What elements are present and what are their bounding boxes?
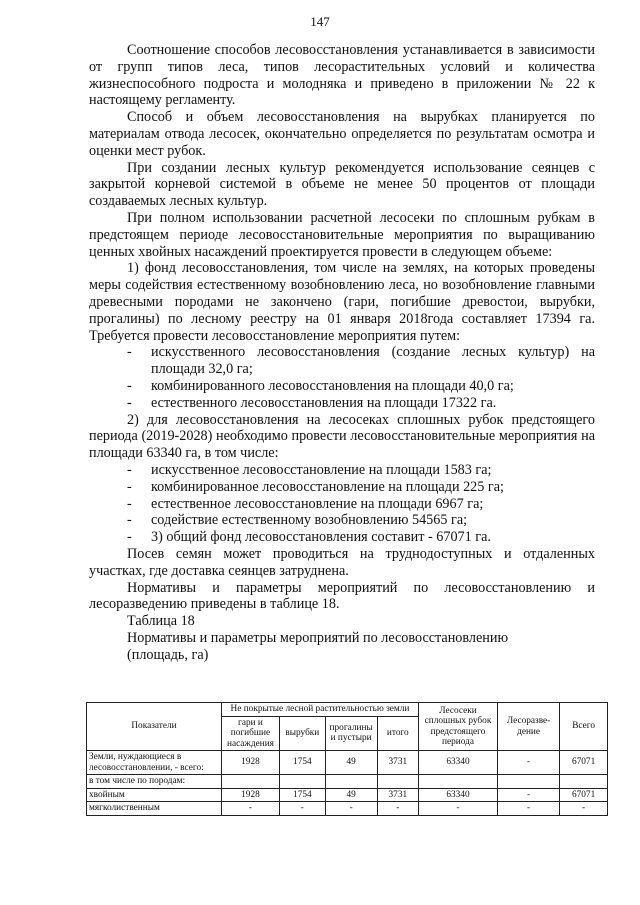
- list-dash: -: [127, 461, 132, 478]
- table-title: Нормативы и параметры мероприятий по лесовосстановлению: [127, 629, 509, 646]
- list-item: - искусственного лесовосстановления (создание лесных культур) на площади 32,0 га;: [127, 344, 595, 378]
- header-total: Всего: [560, 703, 608, 751]
- list-item: - искусственное лесовосстановление на площади 1583 га;: [127, 461, 492, 478]
- table-row: [87, 788, 608, 802]
- table-cell: 1754: [280, 751, 326, 775]
- row-label: хвойным: [87, 788, 222, 802]
- table-row: [87, 775, 608, 789]
- header-afforestation: Лесоразве-дение: [497, 703, 559, 751]
- table-unit: (площадь, га): [127, 646, 209, 663]
- table-cell: -: [497, 802, 559, 816]
- list-dash: -: [127, 478, 132, 495]
- table-cell: 63340: [419, 788, 498, 802]
- list-dash: -: [127, 344, 132, 361]
- paragraph: 1) фонд лесовосстановления, том числе на землях, на которых проведены меры содействия естественному возобновлению леса, но возобновление главными древесными породами не закончено (гари, погибшие древостои, вырубки, прогалины) по лесному реестру на 01 января 2018года составляет 17394 га. Требуется провести лесовосстановление мероприятия путем:: [89, 260, 595, 344]
- table-cell: [419, 775, 498, 789]
- table-cell: 3731: [377, 788, 419, 802]
- table-cell: 1928: [221, 788, 279, 802]
- list-item: - 3) общий фонд лесовосстановления составит - 67071 га.: [127, 529, 491, 546]
- table-cell: [280, 775, 326, 789]
- table-cell: [221, 775, 279, 789]
- list-dash: -: [127, 377, 132, 394]
- paragraph: При полном использовании расчетной лесосеки по сплошным рубкам в предстоящем периоде лесовосстановительные мероприятия по выращиванию ценных хвойных насаждений проектируется провести в следующем объеме:: [89, 209, 595, 260]
- list-item: - естественного лесовосстановления на площади 17322 га.: [127, 394, 497, 411]
- table-cell: -: [497, 788, 559, 802]
- table-cell: 1928: [221, 751, 279, 775]
- list-item: - комбинированное лесовосстановление на площади 225 га;: [127, 478, 504, 495]
- paragraph: Соотношение способов лесовосстановления устанавливается в зависимости от групп типов леса, типов лесорастительных условий и количества жизнеспособного подроста и молодняка и приведено в приложении № 22 к настоящему регламенту.: [89, 42, 595, 109]
- header-clearcuts: вырубки: [280, 716, 326, 751]
- table-cell: -: [419, 802, 498, 816]
- table-cell: -: [497, 751, 559, 775]
- table-cell: [377, 775, 419, 789]
- paragraph: Посев семян может проводиться на труднодоступных и отдаленных участках, где доставка сеянцев затруднена.: [89, 545, 595, 579]
- table-cell: -: [377, 802, 419, 816]
- table-cell: 1754: [280, 788, 326, 802]
- table-cell: 63340: [419, 751, 498, 775]
- header-total-uncovered: итого: [377, 716, 419, 751]
- list-item: - комбинированного лесовосстановления на площади 40,0 га;: [127, 377, 514, 394]
- table-cell: 67071: [560, 788, 608, 802]
- list-item: - содействие естественному возобновлению 54565 га;: [127, 512, 468, 529]
- table-row: [87, 802, 608, 816]
- table-cell: -: [280, 802, 326, 816]
- table-cell: 49: [325, 751, 377, 775]
- row-label: мягколиственным: [87, 802, 222, 816]
- paragraph: При создании лесных культур рекомендуется использование сеянцев с закрытой корневой системой в объеме не менее 50 процентов от площади создаваемых лесных культур.: [89, 159, 595, 210]
- paragraph: Нормативы и параметры мероприятий по лесовосстановлению и лесоразведению приведены в таблице 18.: [89, 579, 595, 613]
- header-glades: прогалины и пустыри: [325, 716, 377, 751]
- header-burnt: гари и погибшие насаждения: [221, 716, 279, 751]
- norms-table: [86, 702, 608, 816]
- list-dash: -: [127, 394, 132, 411]
- page-number: 147: [310, 14, 330, 29]
- table-cell: [325, 775, 377, 789]
- table-cell: [560, 775, 608, 789]
- list-dash: -: [127, 495, 132, 512]
- header-indicators: Показатели: [87, 703, 222, 751]
- table-cell: -: [221, 802, 279, 816]
- list-dash: -: [127, 512, 132, 529]
- row-label: Земли, нуждающиеся в лесовосстановлении, - всего:: [87, 751, 222, 775]
- body-text: [89, 42, 595, 663]
- paragraph: Способ и объем лесовосстановления на вырубках планируется по материалам отвода лесосек, окончательно определяется по результатам осмотра и оценки мест рубок.: [89, 109, 595, 159]
- table-cell: 3731: [377, 751, 419, 775]
- row-label: в том числе по породам:: [87, 775, 222, 789]
- header-uncovered: Не покрытые лесной растительностью земли: [221, 703, 418, 717]
- list-item: - естественное лесовосстановление на площади 6967 га;: [127, 495, 484, 512]
- table-cell: -: [560, 802, 608, 816]
- header-cutting-areas: Лесосеки сплошных рубок предстоящего периода: [419, 703, 498, 751]
- table-cell: -: [325, 802, 377, 816]
- paragraph: 2) для лесовосстановления на лесосеках сплошных рубок предстоящего периода (2019-2028) необходимо провести лесовосстановительные мероприятия на площади 63340 га, в том числе:: [89, 411, 595, 462]
- table-label: Таблица 18: [127, 613, 195, 630]
- table-cell: [497, 775, 559, 789]
- table-cell: 49: [325, 788, 377, 802]
- list-dash: -: [127, 529, 132, 546]
- table-row: [87, 751, 608, 775]
- table-cell: 67071: [560, 751, 608, 775]
